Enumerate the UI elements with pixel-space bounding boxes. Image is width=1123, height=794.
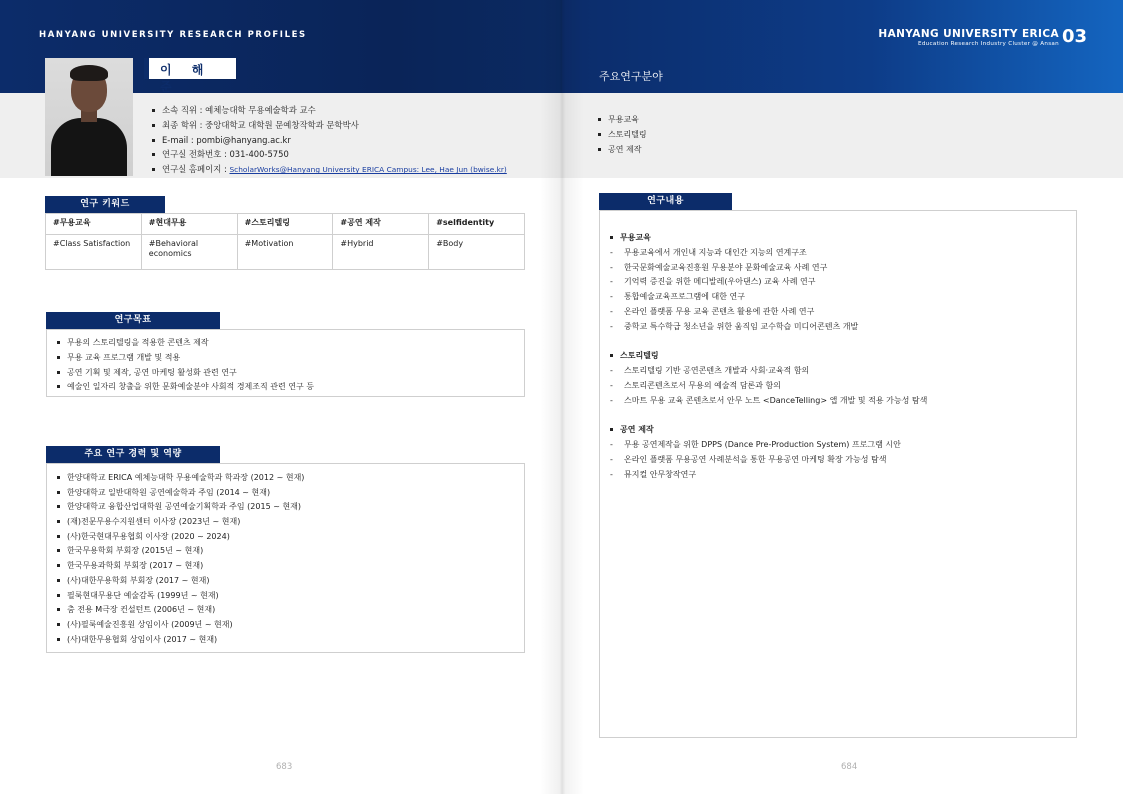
bullet-icon xyxy=(598,118,601,121)
keyword-cell: #현대무용 xyxy=(141,214,237,235)
bullet-icon xyxy=(152,168,155,171)
keyword-cell: #공연 제작 xyxy=(333,214,429,235)
bullet-icon xyxy=(57,385,60,388)
content-group-title: 스토리텔링 xyxy=(610,349,1076,364)
keyword-cell: #selfidentity xyxy=(429,214,525,235)
keyword-cell: #스토리텔링 xyxy=(237,214,333,235)
bullet-icon xyxy=(57,549,60,552)
header-title: HANYANG UNIVERSITY RESEARCH PROFILES xyxy=(39,30,307,40)
career-item: (사)필룩예술진흥원 상임이사 (2009년 ~ 현재) xyxy=(57,618,524,633)
content-group-title: 무용교육 xyxy=(610,231,1076,246)
bullet-icon xyxy=(57,594,60,597)
bullet-icon xyxy=(610,236,613,239)
bullet-icon xyxy=(57,505,60,508)
page-number-right: 684 xyxy=(841,762,858,772)
bullet-icon xyxy=(57,638,60,641)
content-item: - 온라인 플랫폼 무용공연 사례분석을 통한 무용공연 마케팅 확장 가능성 탐색 xyxy=(610,454,887,464)
content-item: - 무용교육에서 개인내 지능과 대인간 지능의 연계구조 xyxy=(610,247,807,257)
content-item: - 중학교 특수학급 청소년을 위한 움직임 교수학습 미디어콘텐츠 개발 xyxy=(610,321,859,331)
career-item: (사)한국현대무용협회 이사장 (2020 ~ 2024) xyxy=(57,530,524,545)
goal-item: 예술인 일자리 창출을 위한 문화예술분야 사회적 경제조직 관련 연구 등 xyxy=(57,380,524,395)
bullet-icon xyxy=(57,579,60,582)
keywords-table xyxy=(45,213,525,270)
bullet-icon xyxy=(57,608,60,611)
fields-gray-band xyxy=(562,93,1123,178)
bullet-icon xyxy=(57,520,60,523)
bullet-icon xyxy=(57,564,60,567)
bullet-icon xyxy=(57,491,60,494)
goals-label: 연구목표 xyxy=(46,312,220,329)
keyword-cell: #무용교육 xyxy=(46,214,142,235)
homepage-link[interactable]: ScholarWorks@Hanyang University ERICA Campus: Lee, Hae Jun (bwise.kr) xyxy=(229,165,507,175)
bullet-icon xyxy=(57,341,60,344)
bullet-icon xyxy=(152,139,155,142)
professor-name: 이 해 준 xyxy=(160,63,212,94)
profile-photo xyxy=(45,58,133,176)
bullet-icon xyxy=(57,371,60,374)
goals-box xyxy=(46,329,525,397)
bullet-icon xyxy=(152,153,155,156)
goals-list xyxy=(47,330,524,395)
content-item: - 통합예술교육프로그램에 대한 연구 xyxy=(610,292,746,302)
career-item: 한양대학교 융합산업대학원 공연예술기획학과 주임 (2015 ~ 현재) xyxy=(57,500,524,515)
section-number: 03 xyxy=(1061,26,1087,47)
content-item: - 스토리콘텐츠로서 무용의 예술적 담론과 함의 xyxy=(610,380,782,390)
career-item: (사)대한무용협회 상임이사 (2017 ~ 현재) xyxy=(57,633,524,648)
keywords-row xyxy=(46,235,525,270)
bullet-icon xyxy=(57,535,60,538)
keyword-cell: #Motivation xyxy=(237,235,333,270)
career-item: 한국무용학회 부회장 (2015년 ~ 현재) xyxy=(57,544,524,559)
keyword-cell: #Body xyxy=(429,235,525,270)
keyword-cell: #Hybrid xyxy=(333,235,429,270)
bullet-icon xyxy=(57,476,60,479)
right-page-title: 주요연구분야 xyxy=(599,70,663,83)
bullet-icon xyxy=(152,109,155,112)
career-list xyxy=(47,464,524,647)
brand-line2: Education Research Industry Cluster @ Ansan xyxy=(917,41,1059,47)
content-label: 연구내용 xyxy=(599,193,732,210)
research-fields-list xyxy=(598,113,647,157)
research-field-item: 무용교육 xyxy=(598,113,647,128)
career-label: 주요 연구 경력 및 역량 xyxy=(46,446,220,463)
career-box xyxy=(46,463,525,653)
profile-degree: 최종 학위 : 중앙대학교 대학원 문예창작학과 문학박사 xyxy=(152,118,507,133)
career-item: 춤 전용 M극장 컨설턴트 (2006년 ~ 현재) xyxy=(57,603,524,618)
profile-email: E-mail : pombi@hanyang.ac.kr xyxy=(152,133,507,148)
keywords-row xyxy=(46,214,525,235)
research-field-item: 공연 제작 xyxy=(598,143,647,158)
profile-phone: 연구실 전화번호 : 031-400-5750 xyxy=(152,147,507,162)
keyword-cell: #Class Satisfaction xyxy=(46,235,142,270)
right-header-band xyxy=(562,0,1123,93)
profile-info-list xyxy=(152,103,507,177)
career-item: 한국무용과학회 부회장 (2017 ~ 현재) xyxy=(57,559,524,574)
brand-line1: HANYANG UNIVERSITY ERICA xyxy=(878,28,1059,40)
bullet-icon xyxy=(57,623,60,626)
bullet-icon xyxy=(598,133,601,136)
content-item: - 스토리텔링 기반 공연콘텐츠 개발과 사회·교육적 함의 xyxy=(610,366,810,376)
career-item: 한양대학교 일반대학원 공연예술학과 주임 (2014 ~ 현재) xyxy=(57,486,524,501)
keyword-cell: #Behavioral economics xyxy=(141,235,237,270)
content-group-title: 공연 제작 xyxy=(610,423,1076,438)
bullet-icon xyxy=(152,124,155,127)
career-item: 한양대학교 ERICA 예체능대학 무용예술학과 학과장 (2012 ~ 현재) xyxy=(57,471,524,486)
content-item: - 온라인 플랫폼 무용 교육 콘텐츠 활용에 관한 사례 연구 xyxy=(610,306,815,316)
career-item: (사)대한무용학회 부회장 (2017 ~ 현재) xyxy=(57,574,524,589)
goal-item: 무용 교육 프로그램 개발 및 적용 xyxy=(57,351,524,366)
bullet-icon xyxy=(598,148,601,151)
content-box xyxy=(599,210,1077,738)
right-page xyxy=(562,0,1123,794)
page-number-left: 683 xyxy=(276,762,293,772)
bullet-icon xyxy=(610,354,613,357)
university-brand xyxy=(878,28,1059,49)
content-item: - 무용 공연제작을 위한 DPPS (Dance Pre-Production System) 프로그램 시안 xyxy=(610,440,901,450)
goal-item: 공연 기획 및 제작, 공연 마케팅 활성화 관련 연구 xyxy=(57,366,524,381)
keywords-label: 연구 키워드 xyxy=(45,196,165,213)
goal-item: 무용의 스토리텔링을 적용한 콘텐츠 제작 xyxy=(57,336,524,351)
name-box xyxy=(144,58,236,94)
profile-homepage: 연구실 홈페이지 : ScholarWorks@Hanyang University ERICA Campus: Lee, Hae Jun (bwise.kr) xyxy=(152,162,507,177)
career-item: 필룩현대무용단 예술감독 (1999년 ~ 현재) xyxy=(57,589,524,604)
research-field-item: 스토리텔링 xyxy=(598,128,647,143)
content-list xyxy=(600,211,1076,483)
content-item: - 뮤지컬 안무창작연구 xyxy=(610,469,697,479)
bullet-icon xyxy=(610,428,613,431)
content-item: - 기억력 증진을 위한 메디발레(우아댄스) 교육 사례 연구 xyxy=(610,277,816,287)
career-item: (재)전문무용수지원센터 이사장 (2023년 ~ 현재) xyxy=(57,515,524,530)
bullet-icon xyxy=(57,356,60,359)
content-item: - 스마트 무용 교육 콘텐츠로서 안무 노트 <DanceTelling> 앱 개발 및 적용 가능성 탐색 xyxy=(610,395,928,405)
profile-affiliation: 소속 직위 : 예체능대학 무용예술학과 교수 xyxy=(152,103,507,118)
content-item: - 한국문화예술교육진흥원 무용분야 문화예술교육 사례 연구 xyxy=(610,262,828,272)
